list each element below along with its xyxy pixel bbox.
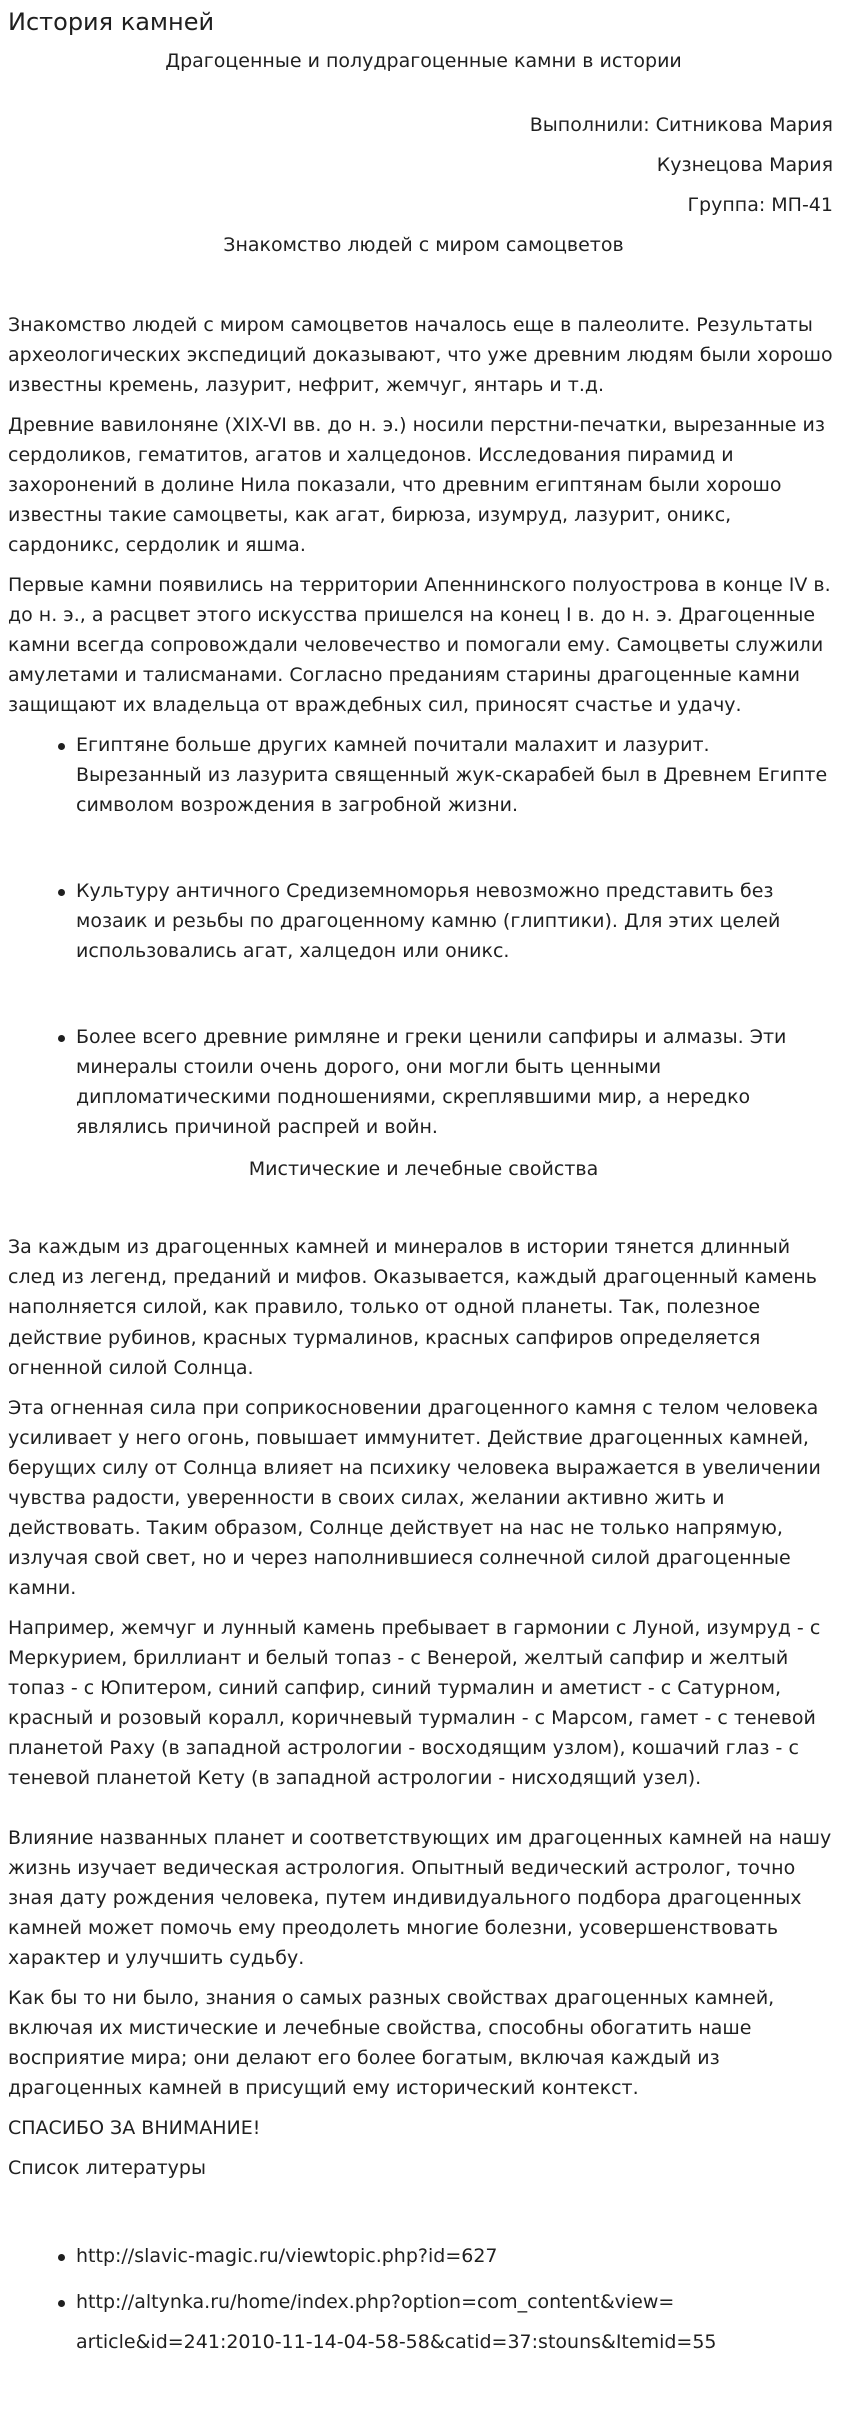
paragraph: Первые камни появились на территории Апеннинского полуострова в конце IV в. до н. э., а расцвет этого искусства пришелся на конец I в. до н. э. Драгоценные камни всегда сопровождали человечество и помогали ему. Самоцветы служили амулетами и талисманами. Согласно преданиям старины драгоценные камни защищают их владельца от враждебных сил, приносят счастье и удачу. — [8, 574, 831, 717]
paragraph: Влияние названных планет и соответствующих им драгоценных камней на нашу жизнь изучает ведическая астрология. Опытный ведический астролог, точно зная дату рождения человека, путем индивидуального подбора драгоценных камней может помочь ему преодолеть многие болезни, усовершенствовать характер и улучшить судьбу. — [8, 1826, 832, 1969]
document-subtitle: Драгоценные и полудрагоценные камни в истории — [165, 50, 682, 72]
references-heading: Список литературы — [8, 2156, 206, 2179]
section-title-mystic: Мистические и лечебные свойства — [248, 1158, 599, 1181]
reference-link[interactable]: http://altynka.ru/home/index.php?option=com_content&view= — [76, 2290, 675, 2313]
paragraph: Древние вавилоняне (XIX-VI вв. до н. э.) носили перстни-печатки, вырезанные из сердоликов, гематитов, агатов и халцедонов. Исследования пирамид и захоронений в долине Нила показали, что древним египтянам были хорошо известны такие самоцветы, как агат, бирюза, изумруд, лазурит, оникс, сардоникс, сердолик и яшма. — [8, 414, 825, 557]
paragraph: Как бы то ни было, знания о самых разных свойствах драгоценных камней, включая их мистические и лечебные свойства, способны обогатить наше восприятие мира; они делают его более богатым, включая каждый из драгоценных камней в присущий ему исторический контекст. — [8, 1986, 775, 2099]
list-item: Египтяне больше других камней почитали малахит и лазурит. Вырезанный из лазурита священный жук-скарабей был в Древнем Египте символом возрождения в загробной жизни. — [76, 730, 839, 820]
paragraph: Эта огненная сила при соприкосновении драгоценного камня с телом человека усиливает у него огонь, повышает иммунитет. Действие драгоценных камней, берущих силу от Солнца влияет на психику человека выражается в увеличении чувства радости, уверенности в своих силах, желании активно жить и действовать. Таким образом, Солнце действует на нас не только напрямую, излучая свой свет, но и через наполнившиеся солнечной силой драгоценные камни. — [8, 1396, 821, 1599]
list-item: Более всего древние римляне и греки ценили сапфиры и алмазы. Эти минералы стоили очень дорого, они могли быть ценными дипломатическими подношениями, скреплявшими мир, а нередко являлись причиной распрей и войн. — [76, 1022, 839, 1142]
reference-link[interactable]: http://slavic-magic.ru/viewtopic.php?id=627 — [76, 2244, 498, 2267]
group-line: Группа: МП-41 — [687, 194, 833, 217]
paragraph: За каждым из драгоценных камней и минералов в истории тянется длинный след из легенд, преданий и мифов. Оказывается, каждый драгоценный камень наполняется силой, как правило, только от одной планеты. Так, полезное действие рубинов, красных турмалинов, красных сапфиров определяется огненной силой Солнца. — [8, 1236, 817, 1379]
reference-item — [76, 2241, 839, 2271]
paragraph: Например, жемчуг и лунный камень пребывает в гармонии с Луной, изумруд - с Меркурием, бриллиант и белый топаз - с Венерой, желтый сапфир и желтый топаз - с Юпитером, синий сапфир, синий турмалин и аметист - с Сатурном, красный и розовый коралл, коричневый турмалин - с Марсом, гамет - с теневой планетой Раху (в западной астрологии - восходящим узлом), кошачий глаз - с теневой планетой Кету (в западной астрологии - нисходящий узел). — [8, 1616, 821, 1789]
references-list — [8, 2193, 839, 2357]
bullet-list-history — [8, 730, 839, 1142]
document-title: История камней — [8, 8, 215, 36]
reference-link-continuation[interactable]: article&id=241:2010-11-14-04-58-58&catid=37:stouns&Itemid=55 — [76, 2330, 717, 2353]
section-title-acquaintance: Знакомство людей с миром самоцветов — [223, 234, 624, 257]
list-item: Культуру античного Средиземноморья невозможно представить без мозаик и резьбы по драгоценному камню (глиптики). Для этих целей использовались агат, халцедон или оникс. — [76, 876, 839, 966]
paragraph: Знакомство людей с миром самоцветов началось еще в палеолите. Результаты археологических экспедиций доказывают, что уже древним людям были хорошо известны кремень, лазурит, нефрит, жемчуг, янтарь и т.д. — [8, 314, 833, 397]
authors-block — [8, 110, 839, 220]
author-line-2: Кузнецова Мария — [656, 154, 833, 177]
reference-item — [76, 2287, 839, 2357]
author-line-1: Выполнили: Ситникова Мария — [529, 114, 833, 137]
thanks-text: СПАСИБО ЗА ВНИМАНИЕ! — [8, 2116, 261, 2139]
